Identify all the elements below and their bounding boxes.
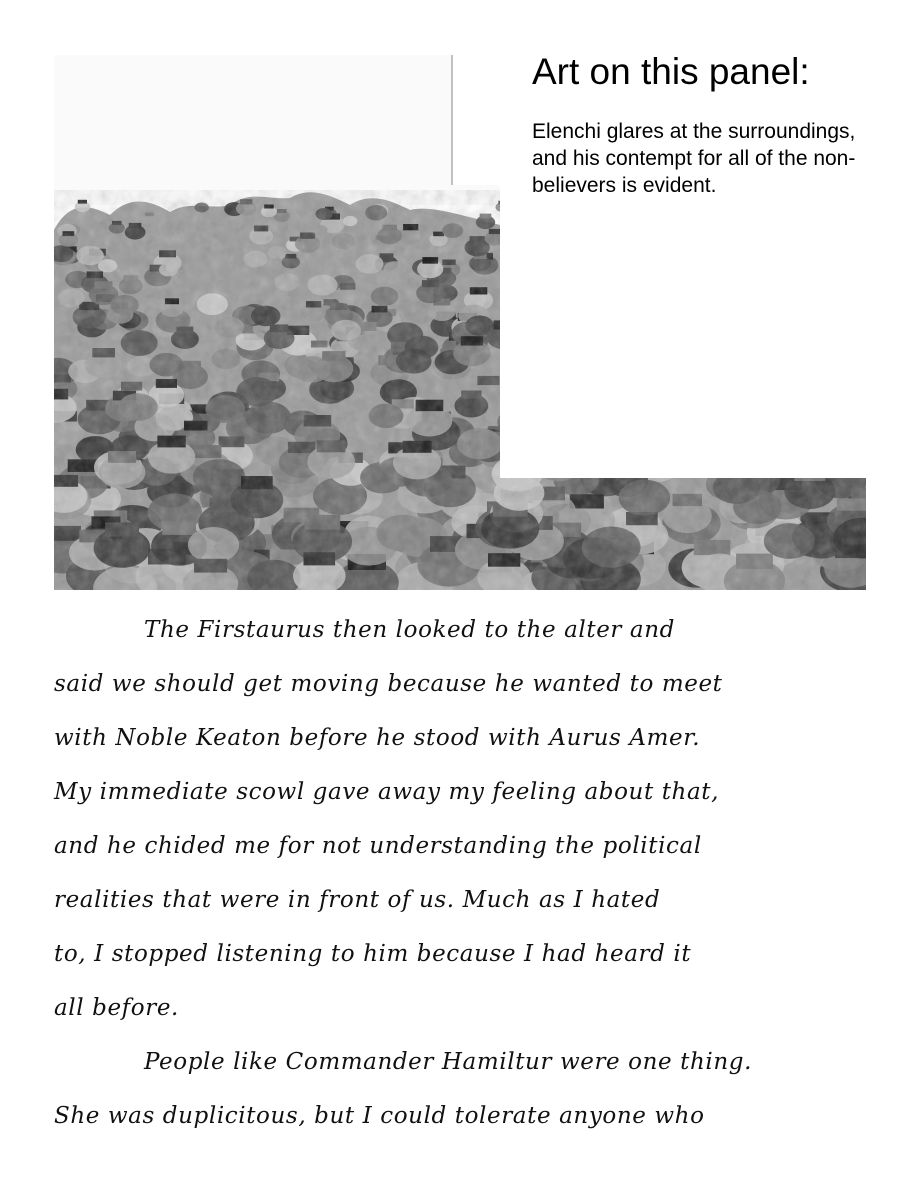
story-line: all before. [54,995,179,1021]
story-line: realities that were in front of us. Much as I hated [54,887,661,913]
story-line: said we should get moving because he wanted to meet [54,671,723,697]
story-line: with Noble Keaton before he stood with Aurus Amer. [54,725,701,751]
story-text [54,603,884,1143]
story-line: The Firstaurus then looked to the alter and [144,617,675,643]
story-line: and he chided me for not understanding the political [54,833,702,859]
story-line: People like Commander Hamiltur were one thing. [144,1049,753,1075]
story-line: to, I stopped listening to him because I had heard it [54,941,692,967]
panel-art-description: Elenchi glares at the surroundings, and his contempt for all of the non-believers is evident. [532,120,856,197]
panel-art-heading: Art on this panel: [532,51,810,92]
story-line: She was duplicitous, but I could tolerate anyone who [54,1103,705,1129]
story-line: My immediate scowl gave away my feeling about that, [54,779,720,805]
